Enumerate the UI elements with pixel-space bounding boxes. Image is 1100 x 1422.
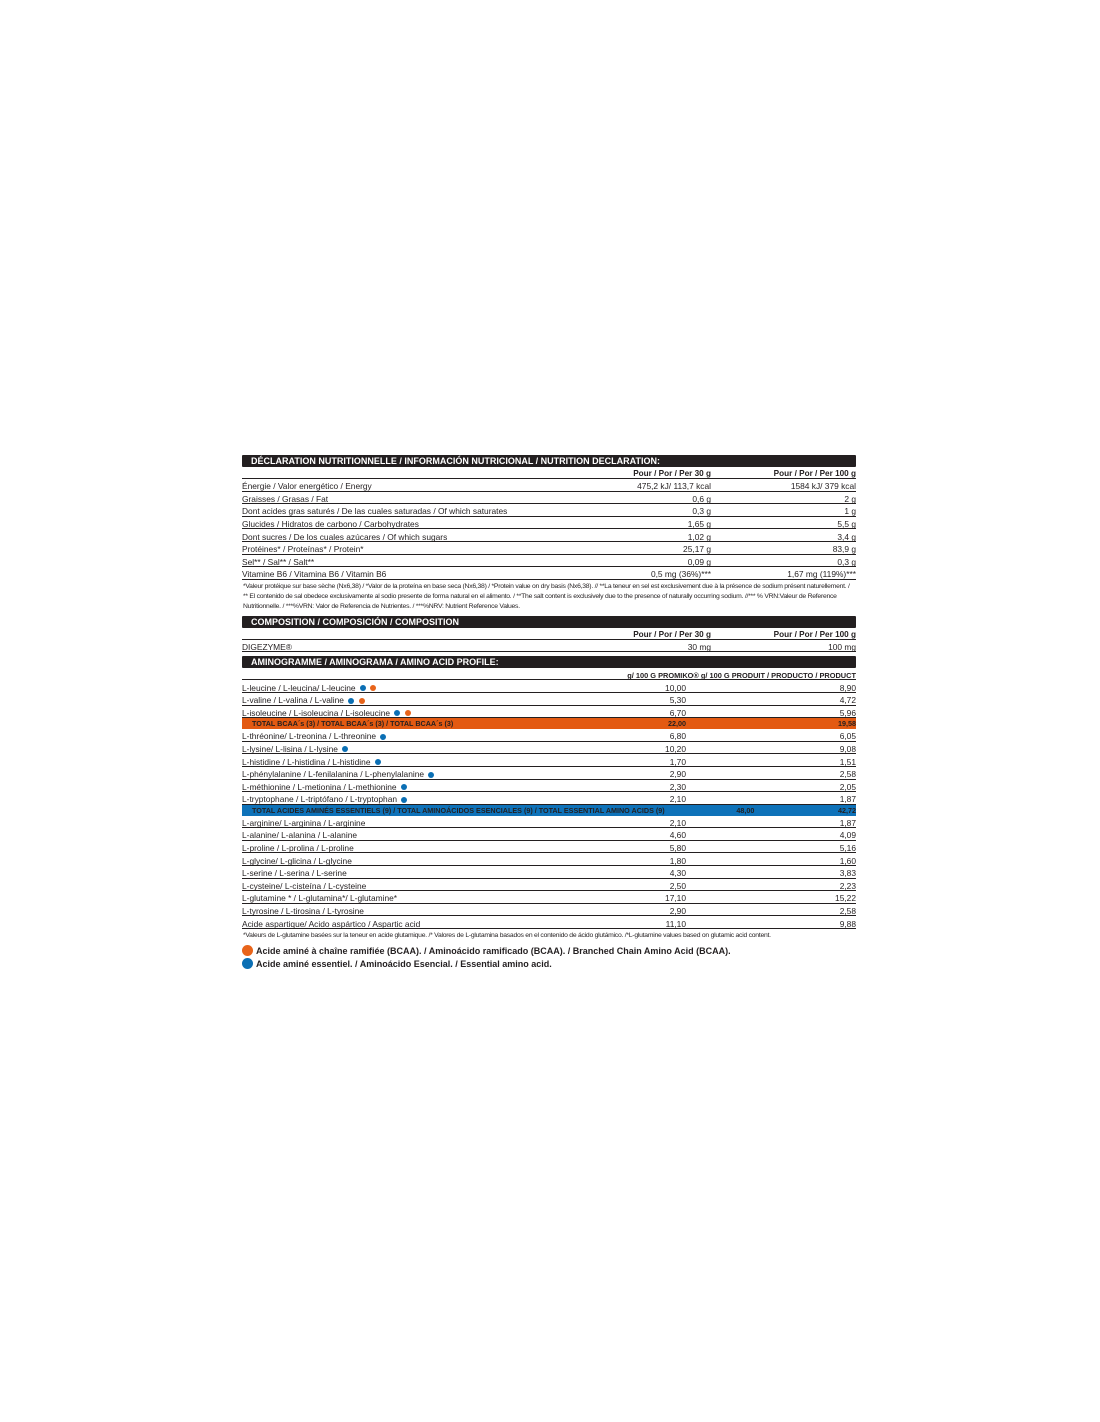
row-value-1: 17,10 [665, 893, 686, 904]
row-value-1: 2,30 [669, 781, 686, 792]
row-value-1: 1,02 g [687, 531, 711, 542]
row-value-2: 1,60 [839, 855, 856, 866]
row-value-2: 8,90 [839, 682, 856, 693]
table-row [242, 866, 856, 879]
row-value-1: 4,30 [669, 868, 686, 879]
legend-essential [242, 958, 856, 971]
row-value-1: 6,80 [669, 731, 686, 742]
blue-dot-icon [375, 759, 381, 765]
amino-header: AMINOGRAMME / AMINOGRAMA / AMINO ACID PROFILE: [242, 656, 856, 668]
table-row [242, 680, 856, 693]
row-value-1: 25,17 g [683, 544, 711, 555]
row-value-2: 1584 kJ/ 379 kcal [790, 481, 856, 492]
row-value-1: 6,70 [669, 707, 686, 718]
row-value-2: 9,08 [839, 743, 856, 754]
row-name: Dont acides gras saturés / De las cuales saturadas / Of which saturates [242, 506, 508, 517]
row-name: L-glycine/ L-glicina / L-glycine [242, 855, 352, 866]
row-value-2: 3,4 g [837, 531, 856, 542]
nutrition-column-headers [242, 467, 856, 479]
row-value-2: 5,96 [839, 707, 856, 718]
table-row [242, 693, 856, 706]
row-name: L-proline / L-prolina / L-proline [242, 843, 354, 854]
column-header-per-100g: Pour / Por / Per 100 g [773, 468, 856, 478]
row-value-2: 1,51 [839, 756, 856, 767]
row-name: L-tyrosine / L-tirosina / L-tyrosine [242, 906, 364, 917]
row-value-2: 15,22 [835, 893, 856, 904]
table-row [242, 517, 856, 530]
column-header-per-30g: Pour / Por / Per 30 g [633, 629, 711, 639]
row-name: Énergie / Valor energético / Energy [242, 481, 372, 492]
row-value-2: 1,87 [839, 794, 856, 805]
row-value-1: 48,00 [736, 805, 755, 815]
row-value-1: 2,90 [669, 769, 686, 780]
blue-dot-icon [360, 685, 366, 691]
total total-bcaa-row [242, 718, 856, 729]
row-name: TOTAL BCAA´s (3) / TOTAL BCAA´s (3) / TOTAL BCAA´s (3) [252, 719, 454, 729]
row-name: Graisses / Grasas / Fat [242, 493, 329, 504]
orange-dot-icon [359, 698, 365, 704]
legend-bcaa-text: Acide aminé à chaîne ramifiée (BCAA). / Aminoácido ramificado (BCAA). / Branched Chain Amino Acid (BCAA). [256, 946, 731, 957]
orange-dot-icon [405, 710, 411, 716]
row-value-1: 1,70 [669, 756, 686, 767]
row-name: L-serine / L-serina / L-serine [242, 868, 347, 879]
table-row [242, 567, 856, 580]
table-row [242, 742, 856, 755]
table-row [242, 492, 856, 505]
row-value-1: 10,20 [665, 743, 686, 754]
row-name: L-histidine / L-histidina / L-histidine [242, 758, 536, 766]
row-value-1: 2,10 [669, 794, 686, 805]
row-value-2: 5,16 [839, 843, 856, 854]
row-value-2: 5,5 g [837, 518, 856, 529]
row-name: Acide aspartique/ Acido aspártico / Aspartic acid [242, 918, 421, 929]
table-row [242, 816, 856, 829]
row-value-1: 1,65 g [687, 518, 711, 529]
table-row [242, 780, 856, 793]
row-name: L-arginine/ L-arginina / L-arginine [242, 817, 366, 828]
row-name: L-valine / L-valina / L-valine [242, 696, 536, 704]
row-value-2: 2,05 [839, 781, 856, 792]
table-row [242, 706, 856, 719]
row-name: TOTAL ACIDES AMINÉS ESSENTIELS (9) / TOTAL AMINOÁCIDOS ESENCIALES (9) / TOTAL ESSENTIAL AMINO ACIDS (9) [252, 805, 665, 815]
blue-dot-icon [428, 772, 434, 778]
row-value-1: 0,6 g [692, 493, 711, 504]
table-row [242, 504, 856, 517]
row-value-1: 475,2 kJ/ 113,7 kcal [637, 481, 711, 492]
table-row [242, 729, 856, 742]
row-value-2: 4,09 [839, 830, 856, 841]
row-value-2: 2 g [844, 493, 856, 504]
row-name: Dont sucres / De los cuales azúcares / Of which sugars [242, 531, 448, 542]
row-name: L-glutamine * / L-glutamina*/ L-glutamine* [242, 893, 398, 904]
table-row [242, 853, 856, 866]
orange-dot-icon [242, 945, 253, 956]
row-value-2: 42,72 [838, 805, 856, 815]
row-name: L-cysteine/ L-cisteína / L-cysteine [242, 880, 367, 891]
column-header-per-30g: Pour / Por / Per 30 g [633, 468, 711, 478]
column-header-amino: g/ 100 G PROMIKO® g/ 100 G PRODUIT / PRODUCTO / PRODUCT [627, 670, 856, 680]
composition-header: COMPOSITION / COMPOSICIÓN / COMPOSITION [242, 616, 856, 628]
amino-footnote: *Valeurs de L-glutamine basées sur la teneur en acide glutamique. /* Valores de L-glutamina basados en el contenido de ácido glutámico. /*L-glutamine values based on glutamic acid content. [243, 932, 771, 940]
row-value-2: 1,67 mg (119%)*** [787, 569, 856, 580]
total total-eaa-row [242, 805, 856, 816]
legend [242, 945, 856, 971]
row-name: L-leucine / L-leucina/ L-leucine [242, 684, 536, 692]
row-value-1: 22,00 [668, 719, 686, 729]
row-value-1: 0,5 mg (36%)*** [650, 569, 711, 580]
table-row [242, 555, 856, 568]
row-name: Vitamine B6 / Vitamina B6 / Vitamin B6 [242, 569, 387, 580]
amino-acid-profile [242, 656, 856, 941]
table-row [242, 542, 856, 555]
table-row [242, 916, 856, 929]
row-name: L-thréonine/ L-treonina / L-threonine [242, 732, 536, 740]
row-name: L-isoleucine / L-isoleucina / L-isoleucine [242, 709, 536, 717]
row-value-1: 2,10 [669, 817, 686, 828]
nutrition-header: DÉCLARATION NUTRITIONNELLE / INFORMACIÓN NUTRICIONAL / NUTRITION DECLARATION: [242, 455, 856, 467]
blue-dot-icon [380, 734, 386, 740]
table-row [242, 879, 856, 892]
row-name: Glucides / Hidratos de carbono / Carbohydrates [242, 518, 419, 529]
blue-dot-icon [242, 958, 253, 969]
column-header-per-100g: Pour / Por / Per 100 g [773, 629, 856, 639]
row-name: Protéines* / Proteínas* / Protein* [242, 544, 364, 555]
composition-rows [242, 640, 856, 653]
row-value-1: 0,3 g [692, 506, 711, 517]
row-value-1: 30 mg [687, 641, 711, 652]
row-value-1: 2,50 [669, 880, 686, 891]
row-value-2: 2,23 [839, 880, 856, 891]
row-value-2: 3,83 [839, 868, 856, 879]
row-name: DIGEZYME® [242, 641, 292, 652]
row-value-1: 10,00 [665, 682, 686, 693]
row-value-2: 19,58 [838, 719, 856, 729]
row-name: L-méthionine / L-metionina / L-methionine [242, 783, 536, 791]
row-value-1: 1,80 [669, 855, 686, 866]
orange-dot-icon [370, 685, 376, 691]
composition [242, 616, 856, 653]
nutrition-rows [242, 479, 856, 580]
nutrition-footnote: *Valeur protéique sur base sèche (Nx6,38) / *Valor de la proteína en base seca (Nx6,38) / *Protein value on dry basis (Nx6,38). // **La teneur en sel est exclusivement due à la présence de sodium présent naturellement. / ** El contenido de sal obedece exclusivamente al sodio presente de forma natural en el alimento. / **The salt content is exclusively due to the presence of naturally occurring sodium. //*** % VRN:Valeur de Reference Nutritionnelle. / ***%VRN: Valor de Referencia de Nutrientes. / ***%NRV: Nutrient Reference Values. [243, 582, 850, 610]
row-value-2: 4,72 [839, 695, 856, 706]
row-value-1: 5,80 [669, 843, 686, 854]
table-row [242, 529, 856, 542]
row-value-2: 0,3 g [837, 556, 856, 567]
row-value-1: 11,10 [665, 918, 686, 929]
table-row [242, 904, 856, 917]
table-row [242, 640, 856, 653]
row-value-2: 100 mg [828, 641, 856, 652]
row-value-1: 5,30 [669, 695, 686, 706]
table-row [242, 841, 856, 854]
blue-dot-icon [342, 746, 348, 752]
row-value-2: 1 g [844, 506, 856, 517]
nutrition-label [242, 455, 856, 971]
legend-essential-text: Acide aminé essentiel. / Aminoácido Esencial. / Essential amino acid. [256, 959, 552, 970]
row-name: Sel** / Sal** / Salt** [242, 556, 315, 567]
blue-dot-icon [348, 698, 354, 704]
legend-bcaa [242, 945, 856, 958]
row-value-2: 2,58 [839, 906, 856, 917]
table-row [242, 891, 856, 904]
row-value-2: 2,58 [839, 769, 856, 780]
table-row [242, 754, 856, 767]
row-name: L-tryptophane / L-triptófano / L-tryptophan [242, 795, 536, 803]
row-value-2: 6,05 [839, 731, 856, 742]
composition-column-headers [242, 628, 856, 640]
table-row [242, 479, 856, 492]
row-name: L-phénylalanine / L-fenilalanina / L-phenylalanine [242, 770, 536, 778]
row-value-1: 0,09 g [687, 556, 711, 567]
row-value-1: 4,60 [669, 830, 686, 841]
row-value-1: 2,90 [669, 906, 686, 917]
row-value-2: 83,9 g [832, 544, 856, 555]
amino-column-headers [242, 668, 856, 680]
blue-dot-icon [401, 784, 407, 790]
table-row [242, 792, 856, 805]
blue-dot-icon [394, 710, 400, 716]
nutrition-declaration [242, 455, 856, 612]
blue-dot-icon [401, 797, 407, 803]
table-row [242, 828, 856, 841]
amino-rows [242, 680, 856, 929]
row-name: L-alanine/ L-alanina / L-alanine [242, 830, 358, 841]
table-row [242, 767, 856, 780]
row-value-2: 9,88 [839, 918, 856, 929]
row-name: L-lysine/ L-lisina / L-lysine [242, 745, 536, 753]
row-value-2: 1,87 [839, 817, 856, 828]
